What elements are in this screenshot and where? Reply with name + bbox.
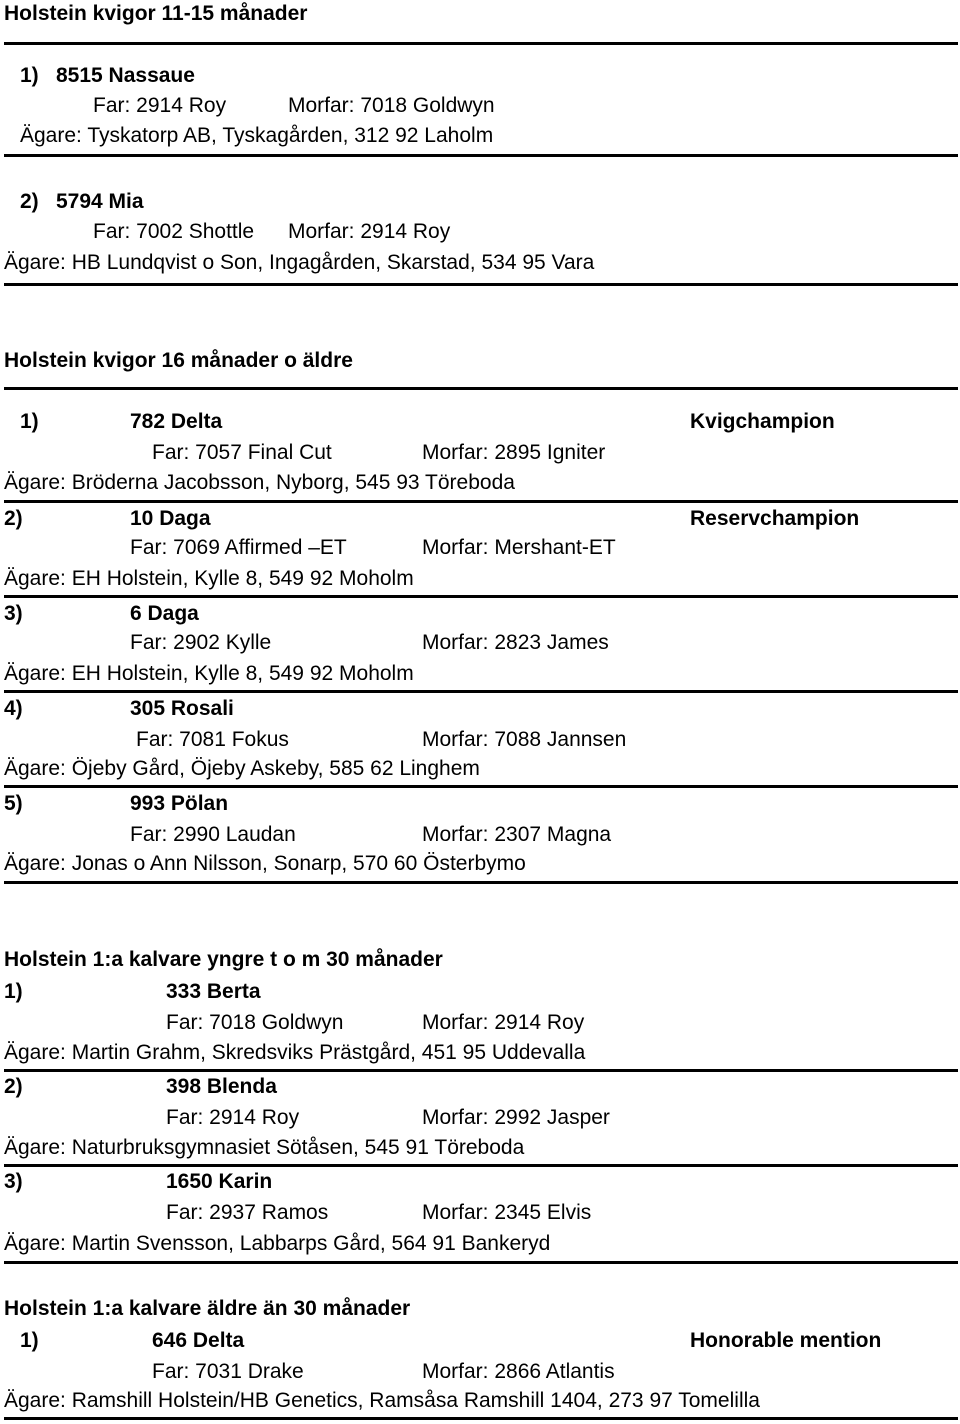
entry-owner: Ägare: EH Holstein, Kylle 8, 549 92 Moholm xyxy=(4,567,414,590)
divider xyxy=(4,881,958,884)
entry-far: Far: 7018 Goldwyn xyxy=(166,1011,344,1034)
entry-place: 4) xyxy=(4,697,23,720)
entry-award: Reservchampion xyxy=(690,507,860,530)
divider xyxy=(4,1261,958,1264)
divider xyxy=(4,42,958,45)
divider xyxy=(4,1417,958,1420)
entry-place: 3) xyxy=(4,1170,23,1193)
entry-name: 782 Delta xyxy=(130,410,223,433)
entry-far: Far: 7081 Fokus xyxy=(136,728,289,751)
entry-place: 1) xyxy=(4,980,23,1003)
divider xyxy=(4,595,958,598)
entry-owner: Ägare: EH Holstein, Kylle 8, 549 92 Moholm xyxy=(4,662,414,685)
entry-owner: Ägare: Jonas o Ann Nilsson, Sonarp, 570 60 Österbymo xyxy=(4,852,526,875)
entry-name: 305 Rosali xyxy=(130,697,234,720)
entry-name: 646 Delta xyxy=(152,1329,245,1352)
entry-place: 2) xyxy=(4,1075,23,1098)
section-heading: Holstein 1:a kalvare yngre t o m 30 månader xyxy=(4,948,443,971)
entry-far: Far: 2914 Roy xyxy=(93,94,227,117)
divider xyxy=(4,154,958,157)
entry-name: 6 Daga xyxy=(130,602,199,625)
section-heading: Holstein kvigor 11-15 månader xyxy=(4,2,308,25)
entry-far: Far: 2990 Laudan xyxy=(130,823,296,846)
entry-far: Far: 7069 Affirmed –ET xyxy=(130,536,347,559)
entry-morfar: Morfar: 2914 Roy xyxy=(422,1011,585,1034)
entry-owner: Ägare: Martin Svensson, Labbarps Gård, 564 91 Bankeryd xyxy=(4,1232,551,1255)
entry-morfar: Morfar: 2345 Elvis xyxy=(422,1201,592,1224)
entry-morfar: Morfar: 2914 Roy xyxy=(288,220,451,243)
entry-owner: Ägare: Naturbruksgymnasiet Sötåsen, 545 91 Töreboda xyxy=(4,1136,525,1159)
entry-award: Honorable mention xyxy=(690,1329,882,1352)
entry-far: Far: 7057 Final Cut xyxy=(152,441,332,464)
divider xyxy=(4,387,958,390)
entry-place: 1) xyxy=(20,1329,39,1352)
entry-name: 398 Blenda xyxy=(166,1075,277,1098)
entry-place: 2) xyxy=(20,190,39,213)
entry-morfar: Morfar: 7088 Jannsen xyxy=(422,728,627,751)
entry-morfar: Morfar: 7018 Goldwyn xyxy=(288,94,495,117)
entry-morfar: Morfar: Mershant-ET xyxy=(422,536,616,559)
entry-morfar: Morfar: 2866 Atlantis xyxy=(422,1360,615,1383)
entry-morfar: Morfar: 2992 Jasper xyxy=(422,1106,610,1129)
entry-name: 8515 Nassaue xyxy=(56,64,195,87)
entry-place: 5) xyxy=(4,792,23,815)
entry-far: Far: 2937 Ramos xyxy=(166,1201,329,1224)
entry-far: Far: 7031 Drake xyxy=(152,1360,304,1383)
entry-place: 1) xyxy=(20,64,39,87)
divider xyxy=(4,500,958,503)
entry-far: Far: 2914 Roy xyxy=(166,1106,300,1129)
entry-name: 1650 Karin xyxy=(166,1170,273,1193)
divider xyxy=(4,785,958,788)
entry-far: Far: 7002 Shottle xyxy=(93,220,255,243)
divider xyxy=(4,690,958,693)
divider xyxy=(4,283,958,286)
entry-owner: Ägare: Ramshill Holstein/HB Genetics, Ramsåsa Ramshill 1404, 273 97 Tomelilla xyxy=(4,1389,760,1412)
entry-owner: Ägare: Bröderna Jacobsson, Nyborg, 545 93 Töreboda xyxy=(4,471,515,494)
section-heading: Holstein kvigor 16 månader o äldre xyxy=(4,349,353,372)
entry-owner: Ägare: Tyskatorp AB, Tyskagården, 312 92 Laholm xyxy=(20,124,494,147)
entry-morfar: Morfar: 2307 Magna xyxy=(422,823,612,846)
section-heading: Holstein 1:a kalvare äldre än 30 månader xyxy=(4,1297,411,1320)
entry-name: 993 Pölan xyxy=(130,792,229,815)
entry-owner: Ägare: Öjeby Gård, Öjeby Askeby, 585 62 Linghem xyxy=(4,757,480,780)
entry-far: Far: 2902 Kylle xyxy=(130,631,272,654)
entry-morfar: Morfar: 2823 James xyxy=(422,631,609,654)
entry-morfar: Morfar: 2895 Igniter xyxy=(422,441,606,464)
entry-place: 1) xyxy=(20,410,39,433)
entry-name: 10 Daga xyxy=(130,507,211,530)
entry-place: 3) xyxy=(4,602,23,625)
entry-owner: Ägare: HB Lundqvist o Son, Ingagården, Skarstad, 534 95 Vara xyxy=(4,251,595,274)
divider xyxy=(4,1069,958,1072)
entry-name: 333 Berta xyxy=(166,980,261,1003)
entry-name: 5794 Mia xyxy=(56,190,144,213)
entry-place: 2) xyxy=(4,507,23,530)
entry-award: Kvigchampion xyxy=(690,410,835,433)
entry-owner: Ägare: Martin Grahm, Skredsviks Prästgård, 451 95 Uddevalla xyxy=(4,1041,586,1064)
divider xyxy=(4,1164,958,1167)
